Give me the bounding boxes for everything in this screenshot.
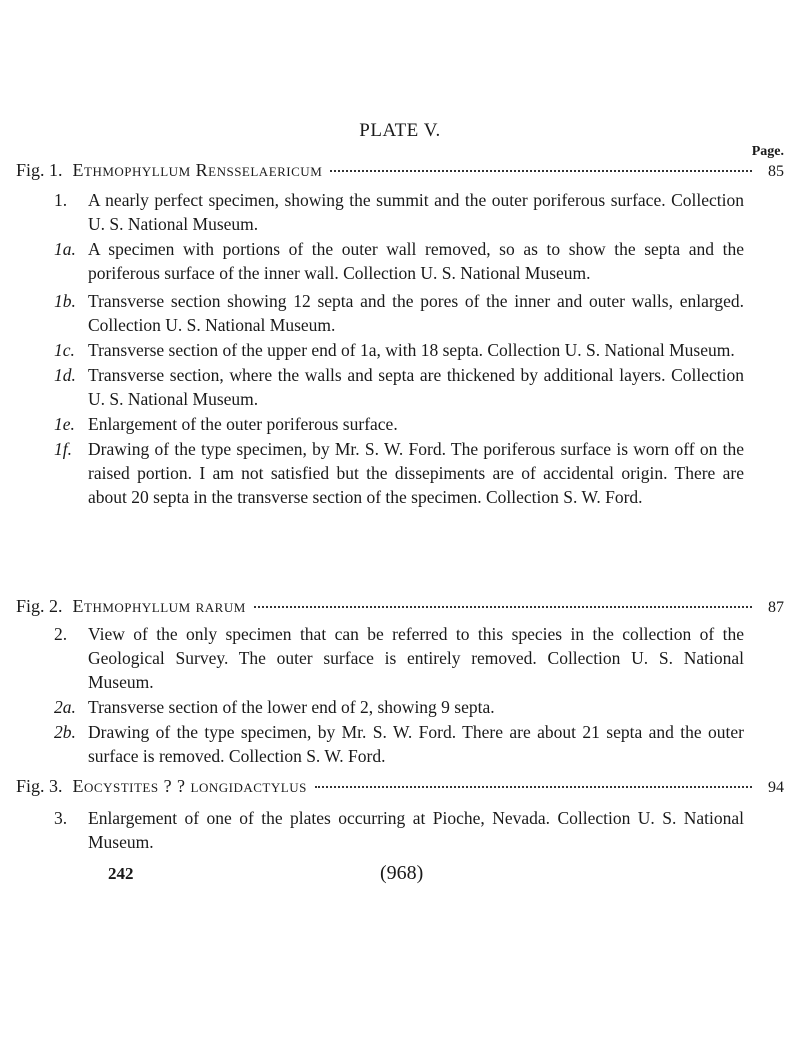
figure-heading bbox=[16, 776, 784, 800]
entry-number: 1e. bbox=[54, 414, 75, 434]
figure-entries bbox=[54, 622, 744, 769]
entry-text: Enlargement of the outer poriferous surface. bbox=[88, 414, 398, 434]
entry-number: 1d. bbox=[54, 365, 76, 385]
list-item bbox=[54, 695, 744, 719]
page-number: 242 bbox=[108, 864, 134, 883]
list-item bbox=[54, 237, 744, 285]
entry-text: View of the only specimen that can be referred to this species in the collection of the Geological Survey. The outer surface is entirely removed. Collection U. S. National Museum. bbox=[88, 624, 744, 692]
dot-leader bbox=[254, 606, 752, 608]
list-item bbox=[54, 188, 744, 236]
entry-text: Transverse section of the upper end of 1a, with 18 septa. Collection U. S. National Museum. bbox=[88, 340, 735, 360]
entry-text: A specimen with portions of the outer wall removed, so as to show the septa and the poriferous surface of the inner wall. Collection U. S. National Museum. bbox=[88, 239, 744, 283]
entry-number: 2. bbox=[54, 624, 68, 644]
entry-text: Transverse section showing 12 septa and the pores of the inner and outer walls, enlarged. Collection U. S. National Museum. bbox=[88, 291, 744, 335]
figure-page-number: 94 bbox=[768, 779, 784, 796]
list-item bbox=[54, 437, 744, 509]
entry-text: Enlargement of one of the plates occurring at Pioche, Nevada. Collection U. S. National Museum. bbox=[88, 808, 744, 852]
figure-entries bbox=[54, 806, 744, 855]
figure-page-number: 85 bbox=[768, 163, 784, 180]
plate-title: PLATE V. bbox=[359, 120, 441, 141]
list-item bbox=[54, 363, 744, 411]
list-item bbox=[54, 338, 744, 362]
entry-number: 1c. bbox=[54, 340, 75, 360]
entry-number: 3. bbox=[54, 808, 68, 828]
entry-number: 2b. bbox=[54, 722, 76, 742]
entry-number: 1a. bbox=[54, 239, 76, 259]
entry-number: 2a. bbox=[54, 697, 76, 717]
list-item bbox=[54, 622, 744, 694]
figure-label: Fig. 2. bbox=[16, 596, 63, 616]
species-name: Ethmophyllum Rensselaericum bbox=[72, 160, 323, 180]
figure-heading bbox=[16, 596, 784, 620]
species-name: Eocystites ? ? longidactylus bbox=[72, 776, 307, 796]
entry-text: Transverse section, where the walls and septa are thickened by additional layers. Collection U. S. National Museum. bbox=[88, 365, 744, 409]
dot-leader bbox=[330, 170, 752, 172]
entry-text: Transverse section of the lower end of 2, showing 9 septa. bbox=[88, 697, 495, 717]
entry-text: Drawing of the type specimen, by Mr. S. W. Ford. The poriferous surface is worn off on the raised portion. I am not satisfied but the dissepiments are of accidental origin. There are about 20 septa in the transverse section of the specimen. Collection S. W. Ford. bbox=[88, 439, 744, 507]
entry-number: 1f. bbox=[54, 439, 72, 459]
entry-text: Drawing of the type specimen, by Mr. S. W. Ford. There are about 21 septa and the outer surface is removed. Collection S. W. Ford. bbox=[88, 722, 744, 766]
list-item bbox=[54, 289, 744, 337]
entry-number: 1. bbox=[54, 190, 68, 210]
list-item bbox=[54, 412, 744, 436]
figure-entries bbox=[54, 188, 744, 510]
figure-page-number: 87 bbox=[768, 599, 784, 616]
entry-number: 1b. bbox=[54, 291, 76, 311]
list-item bbox=[54, 720, 744, 768]
entry-text: A nearly perfect specimen, showing the summit and the outer poriferous surface. Collection U. S. National Museum. bbox=[88, 190, 744, 234]
dot-leader bbox=[315, 786, 752, 788]
figure-heading bbox=[16, 160, 784, 184]
page-column-heading: Page. bbox=[751, 144, 784, 159]
sequence-number: (968) bbox=[380, 862, 424, 884]
species-name: Ethmophyllum rarum bbox=[72, 596, 246, 616]
figure-label: Fig. 3. bbox=[16, 776, 63, 796]
figure-label: Fig. 1. bbox=[16, 160, 63, 180]
list-item bbox=[54, 806, 744, 854]
